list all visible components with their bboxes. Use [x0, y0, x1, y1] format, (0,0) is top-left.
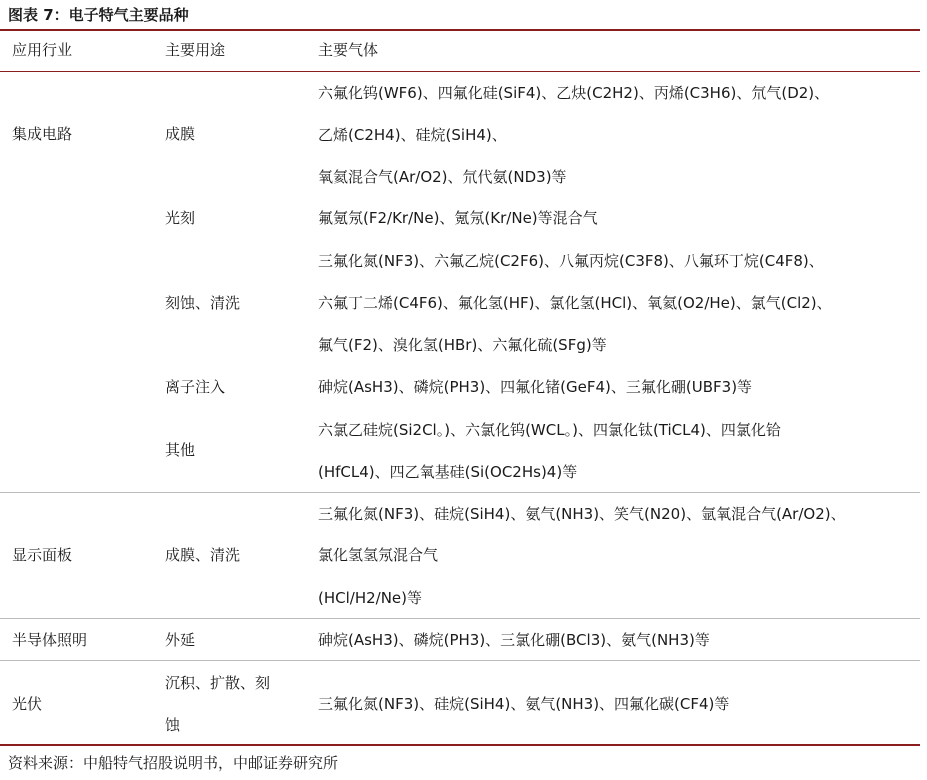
gas-ic-etch-2: 六氟丁二烯(C4F6)、氟化氢(HF)、氯化氢(HCl)、氧氦(O2/He)、氯气(Cl2)、 — [318, 294, 832, 312]
header-industry: 应用行业 — [12, 41, 73, 59]
use-pv-line2: 蚀 — [165, 716, 181, 734]
bottom-rule — [0, 744, 920, 746]
header-gas: 主要气体 — [318, 41, 379, 59]
header-rule — [0, 71, 920, 72]
industry-ic: 集成电路 — [12, 125, 73, 143]
gas-ic-film-1: 六氟化钨(WF6)、四氟化硅(SiF4)、乙炔(C2H2)、丙烯(C3H6)、氘气(D2)、 — [318, 84, 830, 102]
gas-ic-etch-3: 氟气(F2)、溴化氢(HBr)、六氟化硫(SFg)等 — [318, 336, 607, 354]
use-ic-other: 其他 — [165, 441, 196, 459]
use-ic-litho: 光刻 — [165, 209, 196, 227]
gas-display-2: 氯化氢氢氖混合气 — [318, 546, 439, 564]
use-ic-film: 成膜 — [165, 125, 196, 143]
use-ic-etch: 刻蚀、清洗 — [165, 294, 241, 312]
figure-title: 图表 7：电子特气主要品种 — [8, 6, 189, 24]
gas-display-1: 三氟化氮(NF3)、硅烷(SiH4)、氨气(NH3)、笑气(N20)、氩氧混合气(Ar/O2)、 — [318, 505, 846, 523]
row-separator — [0, 492, 920, 493]
industry-display: 显示面板 — [12, 546, 73, 564]
gas-led-1: 砷烷(AsH3)、磷烷(PH3)、三氯化硼(BCl3)、氨气(NH3)等 — [318, 631, 710, 649]
use-led-epi: 外延 — [165, 631, 196, 649]
use-display-film: 成膜、清洗 — [165, 546, 241, 564]
gas-ic-etch-1: 三氟化氮(NF3)、六氟乙烷(C2F6)、八氟丙烷(C3F8)、八氟环丁烷(C4F8)、 — [318, 252, 824, 270]
row-separator — [0, 618, 920, 619]
gas-pv-1: 三氟化氮(NF3)、硅烷(SiH4)、氨气(NH3)、四氟化碳(CF4)等 — [318, 695, 730, 713]
gas-ic-other-2: (HfCL4)、四乙氧基硅(Si(OC2Hs)4)等 — [318, 463, 578, 481]
gas-ic-litho-1: 氟氪氖(F2/Kr/Ne)、氪氖(Kr/Ne)等混合气 — [318, 209, 598, 227]
source-note: 资料来源：中船特气招股说明书，中邮证券研究所 — [8, 754, 339, 772]
industry-led: 半导体照明 — [12, 631, 88, 649]
use-ic-ion: 离子注入 — [165, 378, 226, 396]
industry-pv: 光伏 — [12, 695, 43, 713]
gas-ic-ion-1: 砷烷(AsH3)、磷烷(PH3)、四氟化锗(GeF4)、三氟化硼(UBF3)等 — [318, 378, 753, 396]
use-pv-line1: 沉积、扩散、刻 — [165, 674, 271, 692]
top-rule — [0, 29, 920, 31]
row-separator — [0, 660, 920, 661]
gas-ic-film-2: 乙烯(C2H4)、硅烷(SiH4)、 — [318, 126, 507, 144]
gas-ic-other-1: 六氯乙硅烷(Si2Cl。)、六氯化钨(WCL。)、四氯化钛(TiCL4)、四氯化铪 — [318, 421, 781, 439]
gas-display-3: (HCl/H2/Ne)等 — [318, 589, 423, 607]
gas-ic-film-3: 氧氦混合气(Ar/O2)、氘代氨(ND3)等 — [318, 168, 567, 186]
header-use: 主要用途 — [165, 41, 226, 59]
